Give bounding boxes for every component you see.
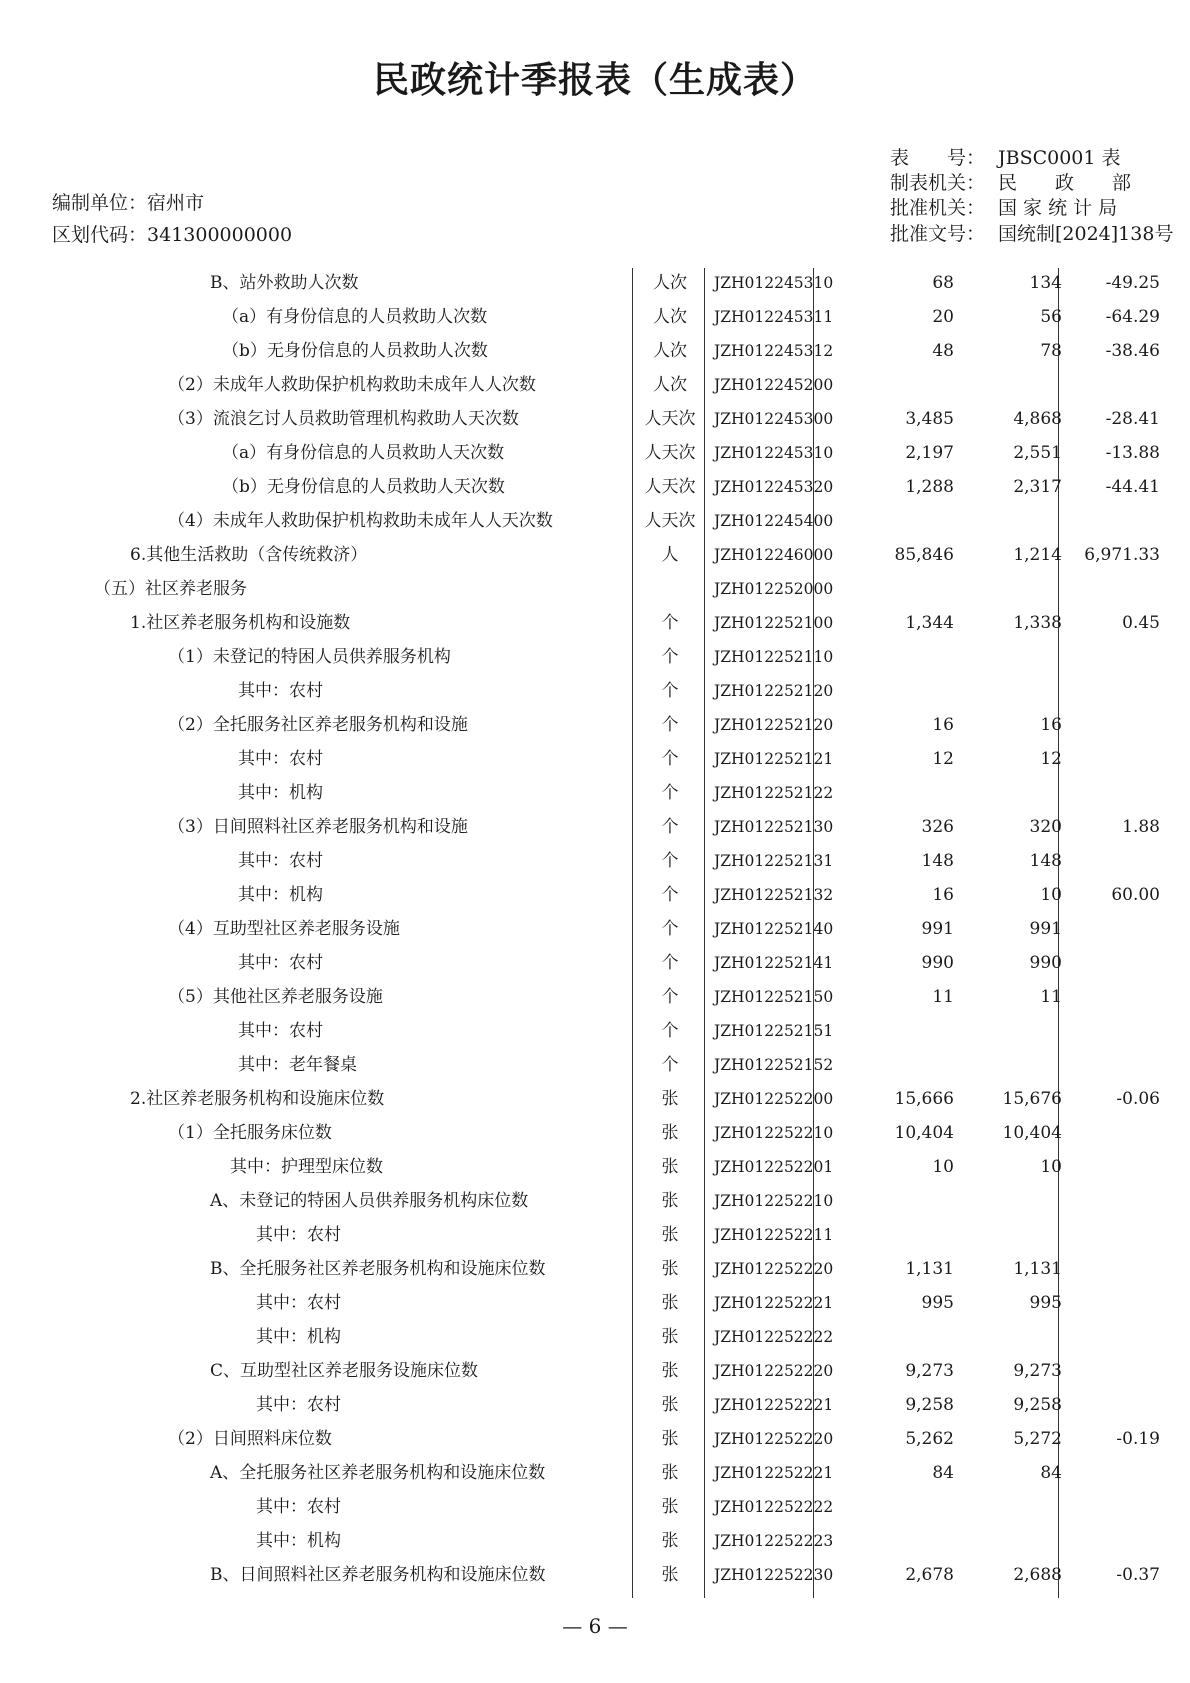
indicator-code: JZH012252141 — [714, 954, 834, 972]
indicator-name: （b）无身份信息的人员救助人次数 — [222, 341, 488, 361]
previous-value: 12 — [1040, 749, 1062, 769]
previous-value: 84 — [1040, 1463, 1062, 1483]
form-number — [890, 143, 1121, 170]
current-value: 16 — [932, 715, 954, 735]
indicator-name: （4）互助型社区养老服务设施 — [168, 919, 400, 939]
unit-cell: 人天次 — [644, 511, 696, 531]
change-rate: 6,971.33 — [1084, 545, 1160, 565]
change-rate: -49.25 — [1105, 273, 1160, 293]
indicator-code: JZH012252210 — [714, 1124, 834, 1142]
previous-value: 2,551 — [1013, 443, 1062, 463]
change-rate: 60.00 — [1111, 885, 1160, 905]
current-value: 10 — [932, 1157, 954, 1177]
previous-value: 1,214 — [1013, 545, 1062, 565]
table-row — [0, 470, 1190, 504]
table-row — [0, 402, 1190, 436]
previous-value: 2,317 — [1013, 477, 1062, 497]
indicator-name: （1）全托服务床位数 — [168, 1123, 332, 1143]
indicator-code: JZH012252220 — [714, 1260, 834, 1278]
previous-value: 148 — [1029, 851, 1062, 871]
table-row — [0, 368, 1190, 402]
unit-cell: 个 — [661, 749, 679, 769]
indicator-name: 6.其他生活救助（含传统救济） — [130, 545, 368, 565]
unit-cell: 人天次 — [644, 477, 696, 497]
unit-cell: 人 — [661, 545, 679, 565]
table-row — [0, 1048, 1190, 1082]
unit-cell: 个 — [661, 919, 679, 939]
current-value: 5,262 — [905, 1429, 954, 1449]
indicator-name: （1）未登记的特困人员供养服务机构 — [168, 647, 451, 667]
unit-cell: 张 — [661, 1293, 679, 1313]
current-value: 20 — [932, 307, 954, 327]
unit-cell: 个 — [661, 817, 679, 837]
current-value: 995 — [921, 1293, 954, 1313]
table-row — [0, 1456, 1190, 1490]
unit-cell: 张 — [661, 1327, 679, 1347]
previous-value: 78 — [1040, 341, 1062, 361]
previous-value: 10 — [1040, 1157, 1062, 1177]
current-value: 2,197 — [905, 443, 954, 463]
previous-value: 991 — [1029, 919, 1062, 939]
indicator-name: 其中：农村 — [238, 681, 323, 701]
indicator-code: JZH012245200 — [714, 376, 834, 394]
unit-cell: 个 — [661, 681, 679, 701]
indicator-code: JZH012252151 — [714, 1022, 834, 1040]
current-value: 9,273 — [905, 1361, 954, 1381]
table-row — [0, 538, 1190, 572]
table-row — [0, 1150, 1190, 1184]
form-number-value: JBSC0001 表 — [998, 147, 1121, 169]
unit-cell: 张 — [661, 1191, 679, 1211]
previous-value: 56 — [1040, 307, 1062, 327]
indicator-name: 其中：农村 — [238, 749, 323, 769]
table-row — [0, 1252, 1190, 1286]
current-value: 326 — [921, 817, 954, 837]
compiling-unit-label: 编制单位： — [52, 192, 148, 214]
table-row — [0, 334, 1190, 368]
indicator-code: JZH012252150 — [714, 988, 834, 1006]
table-row — [0, 1320, 1190, 1354]
table-row — [0, 1490, 1190, 1524]
unit-cell: 张 — [661, 1361, 679, 1381]
current-value: 12 — [932, 749, 954, 769]
current-value: 2,678 — [905, 1565, 954, 1585]
indicator-code: JZH012245310 — [714, 444, 834, 462]
indicator-code: JZH012252131 — [714, 852, 834, 870]
current-value: 10,404 — [894, 1123, 954, 1143]
current-value: 84 — [932, 1463, 954, 1483]
table-row — [0, 1558, 1190, 1592]
approving-authority — [890, 193, 1117, 220]
unit-cell: 人天次 — [644, 443, 696, 463]
indicator-name: A、全托服务社区养老服务机构和设施床位数 — [210, 1463, 546, 1483]
current-value: 68 — [932, 273, 954, 293]
indicator-name: B、全托服务社区养老服务机构和设施床位数 — [210, 1259, 546, 1279]
indicator-code: JZH012252152 — [714, 1056, 834, 1074]
indicator-code: JZH012252220 — [714, 1362, 834, 1380]
indicator-code: JZH012252222 — [714, 1328, 834, 1346]
previous-value: 320 — [1029, 817, 1062, 837]
indicator-name: 其中：护理型床位数 — [230, 1157, 383, 1177]
previous-value: 11 — [1040, 987, 1062, 1007]
indicator-code: JZH012245312 — [714, 342, 834, 360]
change-rate: -28.41 — [1105, 409, 1160, 429]
table-row — [0, 674, 1190, 708]
previous-value: 995 — [1029, 1293, 1062, 1313]
indicator-code: JZH012252223 — [714, 1532, 834, 1550]
indicator-code: JZH012252000 — [714, 580, 834, 598]
current-value: 1,288 — [905, 477, 954, 497]
indicator-code: JZH012252120 — [714, 682, 834, 700]
current-value: 3,485 — [905, 409, 954, 429]
indicator-code: JZH012245300 — [714, 410, 834, 428]
change-rate: -0.06 — [1116, 1089, 1160, 1109]
indicator-code: JZH012245311 — [714, 308, 834, 326]
indicator-code: JZH012252201 — [714, 1158, 834, 1176]
table-row — [0, 1184, 1190, 1218]
indicator-code: JZH012252220 — [714, 1430, 834, 1448]
region-code-value: 341300000000 — [147, 224, 293, 246]
previous-value: 1,338 — [1013, 613, 1062, 633]
unit-cell: 个 — [661, 885, 679, 905]
issuing-authority-value: 民 政 部 — [998, 172, 1132, 194]
unit-cell: 个 — [661, 851, 679, 871]
previous-value: 10 — [1040, 885, 1062, 905]
current-value: 16 — [932, 885, 954, 905]
table-row — [0, 1014, 1190, 1048]
indicator-name: 其中：机构 — [238, 783, 323, 803]
change-rate: -13.88 — [1105, 443, 1160, 463]
current-value: 1,131 — [905, 1259, 954, 1279]
table-row — [0, 1218, 1190, 1252]
unit-cell: 人次 — [653, 273, 687, 293]
unit-cell: 张 — [661, 1463, 679, 1483]
table-row — [0, 572, 1190, 606]
indicator-code: JZH012246000 — [714, 546, 834, 564]
indicator-code: JZH012245320 — [714, 478, 834, 496]
indicator-name: （五）社区养老服务 — [94, 579, 247, 599]
table-row — [0, 504, 1190, 538]
compiling-unit — [52, 188, 204, 215]
compiling-unit-value: 宿州市 — [147, 192, 205, 214]
table-row — [0, 606, 1190, 640]
indicator-name: 其中：机构 — [256, 1327, 341, 1347]
indicator-code: JZH012252210 — [714, 1192, 834, 1210]
indicator-name: 其中：机构 — [238, 885, 323, 905]
indicator-code: JZH012252230 — [714, 1566, 834, 1584]
table-row — [0, 1354, 1190, 1388]
indicator-code: JZH012252122 — [714, 784, 834, 802]
table-row — [0, 878, 1190, 912]
change-rate: -0.37 — [1116, 1565, 1160, 1585]
unit-cell: 张 — [661, 1123, 679, 1143]
indicator-code: JZH012252132 — [714, 886, 834, 904]
change-rate: -0.19 — [1116, 1429, 1160, 1449]
indicator-name: 其中：农村 — [238, 1021, 323, 1041]
indicator-name: 其中：农村 — [256, 1395, 341, 1415]
indicator-name: 2.社区养老服务机构和设施床位数 — [130, 1089, 385, 1109]
issuing-authority-label: 制表机关： — [890, 172, 986, 194]
indicator-name: 其中：老年餐桌 — [238, 1055, 357, 1075]
unit-cell: 个 — [661, 1021, 679, 1041]
indicator-code: JZH012252211 — [714, 1226, 834, 1244]
form-number-label: 表 号： — [890, 147, 986, 169]
current-value: 15,666 — [894, 1089, 954, 1109]
current-value: 9,258 — [905, 1395, 954, 1415]
table-row — [0, 776, 1190, 810]
change-rate: 1.88 — [1122, 817, 1160, 837]
region-code-label: 区划代码： — [52, 224, 148, 246]
indicator-code: JZH012252200 — [714, 1090, 834, 1108]
indicator-name: （5）其他社区养老服务设施 — [168, 987, 383, 1007]
table-row — [0, 742, 1190, 776]
approval-document — [890, 219, 1173, 246]
indicator-name: （3）流浪乞讨人员救助管理机构救助人天次数 — [168, 409, 519, 429]
previous-value: 10,404 — [1002, 1123, 1062, 1143]
unit-cell: 张 — [661, 1225, 679, 1245]
previous-value: 9,273 — [1013, 1361, 1062, 1381]
indicator-name: 其中：机构 — [256, 1531, 341, 1551]
statistics-table — [0, 266, 1190, 1592]
indicator-code: JZH012252121 — [714, 750, 834, 768]
unit-cell: 人次 — [653, 341, 687, 361]
table-row — [0, 266, 1190, 300]
indicator-name: A、未登记的特困人员供养服务机构床位数 — [210, 1191, 529, 1211]
unit-cell: 张 — [661, 1531, 679, 1551]
current-value: 990 — [921, 953, 954, 973]
indicator-code: JZH012252130 — [714, 818, 834, 836]
change-rate: -64.29 — [1105, 307, 1160, 327]
unit-cell: 张 — [661, 1259, 679, 1279]
approval-document-value: 国统制[2024]138号 — [998, 223, 1174, 245]
indicator-name: （2）全托服务社区养老服务机构和设施 — [168, 715, 468, 735]
unit-cell: 个 — [661, 783, 679, 803]
table-row — [0, 1116, 1190, 1150]
unit-cell: 个 — [661, 1055, 679, 1075]
table-row — [0, 708, 1190, 742]
current-value: 991 — [921, 919, 954, 939]
indicator-name: （a）有身份信息的人员救助人天次数 — [222, 443, 505, 463]
indicator-code: JZH012252221 — [714, 1294, 834, 1312]
indicator-code: JZH012252100 — [714, 614, 834, 632]
previous-value: 15,676 — [1002, 1089, 1062, 1109]
page-number: — 6 — — [562, 1614, 628, 1638]
unit-cell: 张 — [661, 1089, 679, 1109]
indicator-name: 1.社区养老服务机构和设施数 — [130, 613, 351, 633]
table-row — [0, 810, 1190, 844]
approving-authority-label: 批准机关： — [890, 197, 986, 219]
indicator-name: （4）未成年人救助保护机构救助未成年人人天次数 — [168, 511, 553, 531]
previous-value: 134 — [1029, 273, 1062, 293]
indicator-name: （3）日间照料社区养老服务机构和设施 — [168, 817, 468, 837]
region-code — [52, 220, 292, 247]
indicator-name: 其中：农村 — [256, 1293, 341, 1313]
indicator-name: （2）日间照料床位数 — [168, 1429, 332, 1449]
indicator-code: JZH012252110 — [714, 648, 834, 666]
indicator-name: B、站外救助人次数 — [210, 273, 359, 293]
indicator-code: JZH012252221 — [714, 1396, 834, 1414]
table-row — [0, 980, 1190, 1014]
table-row — [0, 844, 1190, 878]
unit-cell: 人次 — [653, 307, 687, 327]
table-row — [0, 1422, 1190, 1456]
current-value: 48 — [932, 341, 954, 361]
previous-value: 4,868 — [1013, 409, 1062, 429]
change-rate: 0.45 — [1122, 613, 1160, 633]
current-value: 148 — [921, 851, 954, 871]
unit-cell: 个 — [661, 715, 679, 735]
table-row — [0, 1524, 1190, 1558]
table-row — [0, 300, 1190, 334]
previous-value: 16 — [1040, 715, 1062, 735]
table-row — [0, 912, 1190, 946]
unit-cell: 张 — [661, 1565, 679, 1585]
indicator-name: C、互助型社区养老服务设施床位数 — [210, 1361, 479, 1381]
previous-value: 9,258 — [1013, 1395, 1062, 1415]
indicator-name: （2）未成年人救助保护机构救助未成年人人次数 — [168, 375, 536, 395]
table-row — [0, 640, 1190, 674]
indicator-code: JZH012245400 — [714, 512, 834, 530]
current-value: 85,846 — [894, 545, 954, 565]
previous-value: 5,272 — [1013, 1429, 1062, 1449]
indicator-name: 其中：农村 — [256, 1225, 341, 1245]
table-row — [0, 436, 1190, 470]
indicator-name: （a）有身份信息的人员救助人次数 — [222, 307, 488, 327]
indicator-name: 其中：农村 — [238, 851, 323, 871]
indicator-code: JZH012252140 — [714, 920, 834, 938]
table-row — [0, 946, 1190, 980]
current-value: 1,344 — [905, 613, 954, 633]
unit-cell: 个 — [661, 953, 679, 973]
indicator-code: JZH012252120 — [714, 716, 834, 734]
unit-cell: 张 — [661, 1429, 679, 1449]
previous-value: 2,688 — [1013, 1565, 1062, 1585]
current-value: 11 — [932, 987, 954, 1007]
unit-cell: 个 — [661, 613, 679, 633]
unit-cell: 张 — [661, 1395, 679, 1415]
indicator-code: JZH012252221 — [714, 1464, 834, 1482]
indicator-code: JZH012245310 — [714, 274, 834, 292]
unit-cell: 个 — [661, 987, 679, 1007]
change-rate: -44.41 — [1105, 477, 1160, 497]
approval-document-label: 批准文号： — [890, 223, 986, 245]
unit-cell: 人天次 — [644, 409, 696, 429]
previous-value: 990 — [1029, 953, 1062, 973]
table-row — [0, 1388, 1190, 1422]
page-title: 民政统计季报表（生成表） — [372, 60, 817, 101]
indicator-code: JZH012252222 — [714, 1498, 834, 1516]
unit-cell: 人次 — [653, 375, 687, 395]
unit-cell: 张 — [661, 1497, 679, 1517]
change-rate: -38.46 — [1105, 341, 1160, 361]
approving-authority-value: 国 家 统 计 局 — [998, 197, 1118, 219]
previous-value: 1,131 — [1013, 1259, 1062, 1279]
issuing-authority — [890, 168, 1131, 195]
unit-cell: 张 — [661, 1157, 679, 1177]
table-row — [0, 1082, 1190, 1116]
indicator-name: B、日间照料社区养老服务机构和设施床位数 — [210, 1565, 546, 1585]
indicator-name: 其中：农村 — [256, 1497, 341, 1517]
table-row — [0, 1286, 1190, 1320]
unit-cell: 个 — [661, 647, 679, 667]
indicator-name: 其中：农村 — [238, 953, 323, 973]
indicator-name: （b）无身份信息的人员救助人天次数 — [222, 477, 505, 497]
